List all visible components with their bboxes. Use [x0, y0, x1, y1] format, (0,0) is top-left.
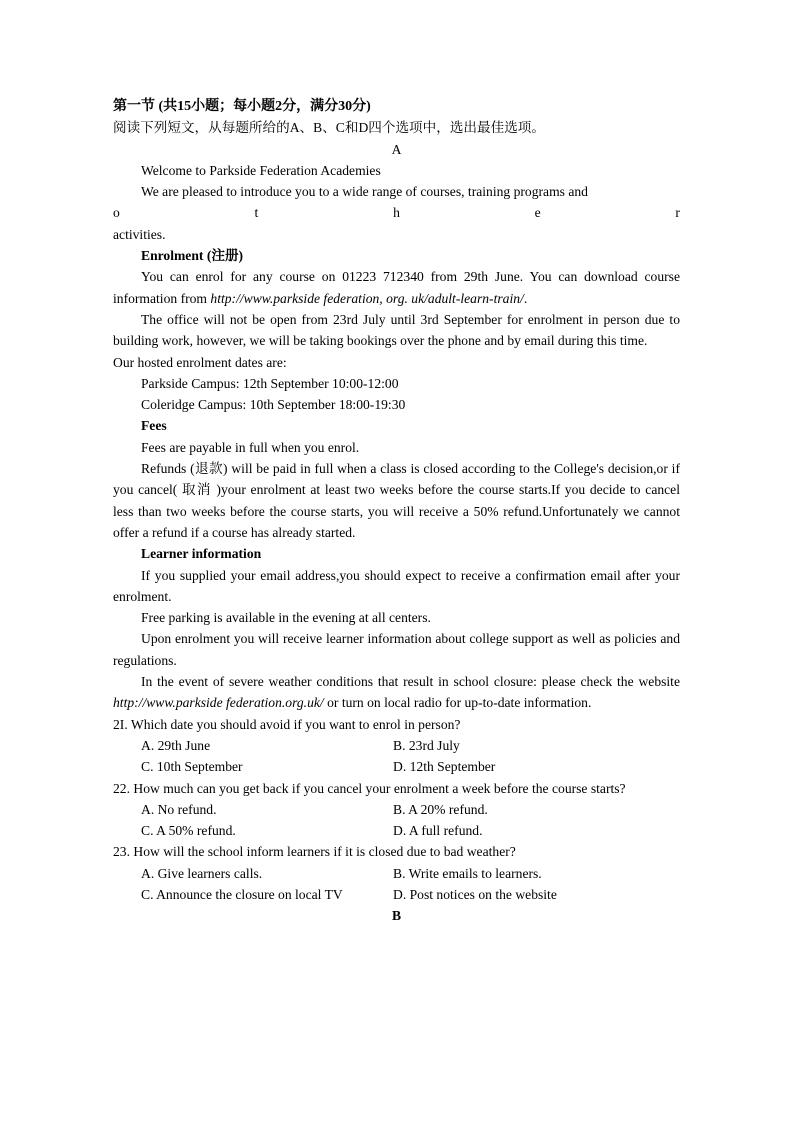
question-21-options: [113, 735, 680, 778]
option-a[interactable]: A. Give learners calls.: [141, 865, 263, 881]
spread-letter: r: [675, 205, 680, 221]
option-c[interactable]: C. A 50% refund.: [141, 823, 236, 839]
learner-paragraph-1: If you supplied your email address,you should expect to receive a confirmation email after your enrolment.: [113, 567, 680, 604]
fees-heading: Fees: [141, 418, 167, 434]
option-d[interactable]: D. Post notices on the website: [393, 886, 557, 902]
hosted-dates-intro: Our hosted enrolment dates are:: [113, 354, 287, 370]
fees-paragraph-2: Refunds (退款) will be paid in full when a class is closed according to the College's decision,or if you cancel( 取消 )your enrolment at least two weeks before the course starts.If you decide to cancel less than two weeks before the course starts, you will receive a 50% refund.Unfortunately we cannot offer a refund if a course has already started.: [113, 461, 680, 540]
section-heading: 第一节 (共15小题；每小题2分，满分30分): [113, 99, 371, 114]
passage-title: Welcome to Parkside Federation Academies: [141, 162, 381, 178]
option-b[interactable]: B. A 20% refund.: [393, 801, 488, 817]
document-page: [113, 96, 680, 927]
option-b[interactable]: B. Write emails to learners.: [393, 865, 542, 881]
question-22-options: [113, 799, 680, 842]
intro-end: activities.: [113, 226, 166, 242]
enrolment-paragraph-1: [113, 266, 680, 309]
question-21-stem: 2I. Which date you should avoid if you want to enrol in person?: [113, 716, 461, 732]
learner-paragraph-2: Free parking is available in the evening at all centers.: [141, 610, 431, 626]
hosted-date-coleridge: Coleridge Campus: 10th September 18:00-19:30: [141, 397, 406, 413]
federation-website-link[interactable]: http://www.parkside federation.org.uk/: [113, 695, 324, 711]
question-23-stem: 23. How will the school inform learners if it is closed due to bad weather?: [113, 844, 516, 860]
spread-letter: o: [113, 205, 120, 221]
intro-spread-word: [113, 202, 680, 223]
spread-letter: h: [393, 205, 400, 221]
option-c[interactable]: C. 10th September: [141, 759, 243, 775]
reading-instruction: 阅读下列短文，从每题所给的A、B、C和D四个选项中，选出最佳选项。: [113, 120, 545, 136]
intro-line: We are pleased to introduce you to a wide range of courses, training programs and: [141, 184, 588, 200]
option-d[interactable]: D. A full refund.: [393, 823, 483, 839]
option-b[interactable]: B. 23rd July: [393, 737, 460, 753]
learner-info-heading: Learner information: [141, 546, 262, 562]
hosted-date-parkside: Parkside Campus: 12th September 10:00-12:00: [141, 375, 399, 391]
enrolment-text-end: .: [523, 290, 528, 306]
enrolment-paragraph-2: The office will not be open from 23rd July until 3rd September for enrolment in person due to building work, however, we will be taking bookings over the phone and by email during this time.: [113, 311, 680, 349]
weather-text-end: or turn on local radio for up-to-date information.: [323, 695, 592, 711]
learner-paragraph-3: Upon enrolment you will receive learner information about college support as well as policies and regulations.: [113, 631, 680, 668]
option-c[interactable]: C. Announce the closure on local TV: [141, 886, 343, 902]
fees-paragraph-1: Fees are payable in full when you enrol.: [141, 439, 360, 455]
weather-text: In the event of severe weather conditions that result in school closure: please check the website: [141, 674, 680, 690]
option-a[interactable]: A. 29th June: [141, 737, 211, 753]
passage-letter-b: B: [391, 908, 402, 924]
enrolment-heading: Enrolment (注册): [141, 248, 244, 264]
option-d[interactable]: D. 12th September: [393, 759, 496, 775]
course-info-link[interactable]: http://www.parkside federation, org. uk/adult-learn-train/: [210, 290, 524, 306]
question-22-stem: 22. How much can you get back if you cancel your enrolment a week before the course starts?: [113, 780, 626, 796]
option-a[interactable]: A. No refund.: [141, 801, 217, 817]
enrolment-text: You can enrol for any course on 01223 712340 from 29th June. You can download course information from: [113, 269, 680, 306]
passage-letter-a: A: [391, 141, 402, 157]
learner-paragraph-4: [113, 671, 680, 714]
spread-letter: t: [254, 205, 259, 221]
spread-letter: e: [534, 205, 541, 221]
question-23-options: [113, 863, 680, 906]
